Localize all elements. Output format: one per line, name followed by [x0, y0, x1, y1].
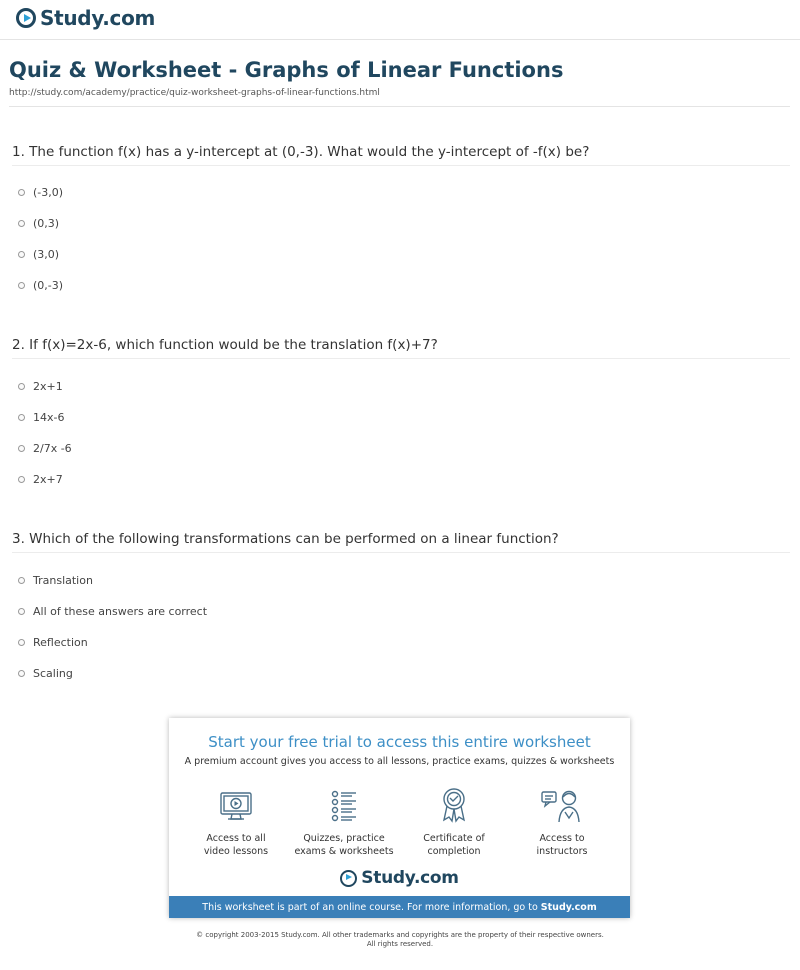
answer-label: 2x+1: [33, 380, 63, 393]
answer-option[interactable]: [18, 248, 59, 261]
radio-button[interactable]: [18, 189, 25, 196]
feature-certificate: [404, 786, 504, 858]
question-2: 2. If f(x)=2x-6, which function would be the translation f(x)+7?: [12, 337, 438, 353]
answer-label: Reflection: [33, 636, 88, 649]
question-divider: [12, 358, 790, 359]
promo-logo[interactable]: [169, 868, 630, 888]
answer-option[interactable]: [18, 380, 63, 393]
feature-instructors: [512, 786, 612, 858]
answer-option[interactable]: [18, 411, 64, 424]
radio-button[interactable]: [18, 608, 25, 615]
header-divider: [0, 39, 800, 40]
instructor-icon: [541, 788, 583, 824]
quiz-list-icon: [326, 788, 362, 824]
question-1: 1. The function f(x) has a y-intercept at (0,-3). What would the y-intercept of -f(x) be?: [12, 144, 590, 160]
promo-logo-text: Study.com: [361, 868, 459, 888]
answer-option[interactable]: [18, 442, 72, 455]
answer-option[interactable]: [18, 186, 63, 199]
feature-label: completion: [427, 846, 481, 857]
question-divider: [12, 165, 790, 166]
feature-label: Access to all: [206, 833, 266, 844]
radio-button[interactable]: [18, 251, 25, 258]
answer-option[interactable]: [18, 574, 93, 587]
certificate-icon: [436, 786, 472, 824]
promo-footer-text: This worksheet is part of an online course. For more information, go to: [202, 901, 538, 913]
answer-option[interactable]: [18, 217, 59, 230]
feature-video-lessons: [186, 786, 286, 858]
answer-label: All of these answers are correct: [33, 605, 208, 618]
copyright: [0, 931, 800, 949]
answer-label: (0,3): [33, 217, 60, 230]
answer-label: 2/7x -6: [33, 442, 72, 455]
radio-button[interactable]: [18, 282, 25, 289]
answer-label: Scaling: [33, 667, 73, 680]
answer-label: (-3,0): [33, 186, 64, 199]
answer-option[interactable]: [18, 473, 63, 486]
video-lesson-icon: [218, 788, 254, 824]
answer-label: (0,-3): [33, 279, 64, 292]
answer-option[interactable]: [18, 279, 63, 292]
play-logo-icon: [16, 8, 36, 28]
promo-subtitle: A premium account gives you access to all lessons, practice exams, quizzes & worksheets: [184, 756, 615, 767]
feature-label: Quizzes, practice: [303, 833, 385, 844]
answer-label: 14x-6: [33, 411, 65, 424]
question-divider: [12, 552, 790, 553]
play-logo-icon: [340, 870, 357, 887]
radio-button[interactable]: [18, 577, 25, 584]
answer-label: Translation: [33, 574, 93, 587]
radio-button[interactable]: [18, 220, 25, 227]
feature-label: exams & worksheets: [294, 846, 394, 857]
radio-button[interactable]: [18, 445, 25, 452]
free-trial-promo[interactable]: [169, 718, 630, 918]
copyright-line: All rights reserved.: [366, 940, 434, 948]
feature-quizzes: [294, 786, 394, 858]
page-url: http://study.com/academy/practice/quiz-worksheet-graphs-of-linear-functions.html: [9, 88, 380, 98]
answer-option[interactable]: [18, 605, 207, 618]
promo-footer-bar: [169, 896, 630, 918]
feature-label: Certificate of: [423, 833, 485, 844]
answer-option[interactable]: [18, 667, 73, 680]
logo-text: Study.com: [40, 6, 156, 30]
promo-title: Start your free trial to access this entire worksheet: [208, 733, 591, 751]
radio-button[interactable]: [18, 639, 25, 646]
radio-button[interactable]: [18, 670, 25, 677]
answer-option[interactable]: [18, 636, 88, 649]
radio-button[interactable]: [18, 414, 25, 421]
radio-button[interactable]: [18, 383, 25, 390]
answer-label: 2x+7: [33, 473, 63, 486]
feature-label: video lessons: [203, 846, 269, 857]
title-divider: [9, 106, 790, 107]
copyright-line: © copyright 2003-2015 Study.com. All other trademarks and copyrights are the property of their respective owners.: [196, 931, 604, 939]
radio-button[interactable]: [18, 476, 25, 483]
study-logo[interactable]: [16, 6, 155, 30]
feature-label: Access to: [539, 833, 585, 844]
question-3: 3. Which of the following transformations can be performed on a linear function?: [12, 531, 559, 547]
answer-label: (3,0): [33, 248, 60, 261]
page-title: Quiz & Worksheet - Graphs of Linear Functions: [9, 58, 564, 82]
promo-footer-link[interactable]: Study.com: [540, 901, 597, 913]
feature-label: instructors: [536, 846, 588, 857]
